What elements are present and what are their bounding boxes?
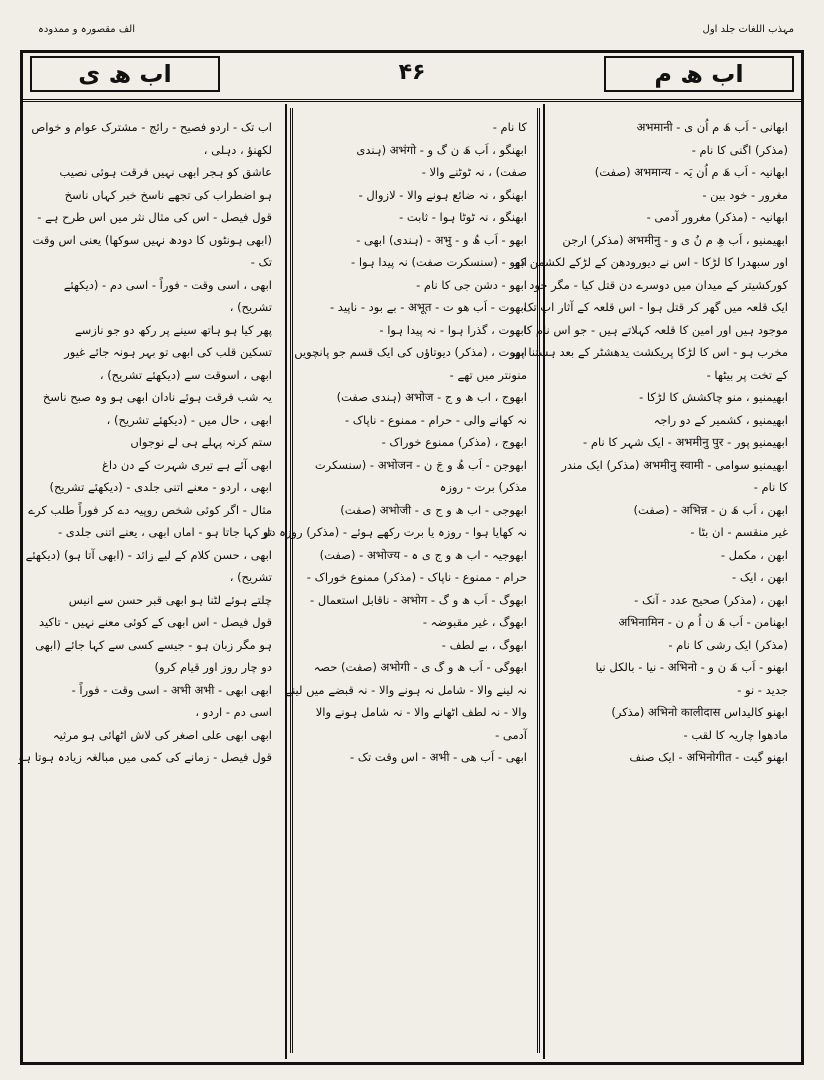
- entry-line: ابھوت - اَب ھو ت - अभूत - بے بود - ناپید -: [330, 300, 527, 314]
- entry-line: ابھی ، اسی وقت - فوراً - اسی دم - (دیکھئے: [63, 277, 272, 292]
- entry-line: قول فیصل - زمانے کی کمی میں مبالغہ زیادہ ہوتا ہو: [18, 750, 272, 764]
- entry-line: ابھیمنیو پور - अभमीनु पुर - ایک شہر کا نام -: [583, 435, 788, 449]
- entry-line: ابھانیہ - (مذکر) مغرور آدمی -: [646, 210, 788, 224]
- entry-line: اور سبھدرا کا لڑکا - اس نے دیورودھن کے لڑکے لکشمن کو: [514, 255, 788, 269]
- entry-line: ابھی ، اسوقت سے (دیکھئے تشریح) ،: [99, 367, 272, 382]
- entry-line: نہ لینے والا - شامل نہ ہونے والا - نہ قبضے میں لینے: [285, 682, 527, 697]
- header-right-box: اب ھ م: [604, 56, 794, 92]
- column-rule-right: [543, 104, 545, 1059]
- entry-line: منونتر میں تھے -: [449, 367, 527, 382]
- entry-line: ابھو - دشن جی کا نام -: [416, 277, 527, 292]
- entry-line: ایک قلعہ میں گھر کر قتل ہوا - اس قلعہ کے آثار اب تک: [523, 300, 788, 314]
- entry-line: جدید - نو -: [737, 682, 788, 697]
- entry-line: ابھنگو ، اَب ھَ ن گ و - अभंगो (ہندی: [356, 142, 527, 157]
- entry-line: ابھی ، حسن کلام کے لیے زائد - (ابھی آتا ہو) (دیکھئے: [25, 547, 272, 562]
- entry-line: ابھوجیہ - اب ھ و ج ی ہ - अभोज्य - (صفت): [319, 547, 527, 562]
- column-right: [510, 108, 798, 1053]
- entry-line: مادھوا چاریہ کا لقب -: [683, 727, 788, 742]
- entry-line: موجود ہیں اور امین کا قلعہ کہلاتے ہیں - جو اس نام کا: [523, 322, 788, 337]
- entry-line: ابھیمنیو سوامی - अभमीनु स्वामी (مذکر) ایک مندر: [561, 457, 788, 472]
- entry-line: ابھیمنیو ، اَب ھِ م نُ ی و - अभमीनु (مذکر) ارجن: [562, 232, 788, 247]
- entry-line: ابھن ، (مذکر) صحیح عدد - آنک -: [634, 592, 788, 607]
- entry-line: ابھوگ - اَب ھ و گ - अभोग - ناقابل استعمال -: [310, 592, 527, 607]
- entry-line: ابھانیہ - اَب ھَ م اُن یَہ - अभमान्य (صفت): [594, 165, 788, 179]
- entry-line: مغرور - خود بین -: [702, 187, 788, 202]
- entry-line: آدمی -: [495, 727, 527, 742]
- column-rule-left: [285, 104, 287, 1059]
- entry-line: مذکر) برت - روزہ: [439, 480, 527, 494]
- running-head-right: مہذب اللغات جلد اول: [702, 24, 794, 35]
- entry-line: تسکین قلب کی ابھی تو بہر ہونہ جائے غیور: [64, 345, 272, 359]
- page-number: ۴۶: [398, 60, 426, 85]
- entry-line: قول فیصل - اس کی مثال نثر میں اس طرح ہے -: [37, 210, 272, 224]
- entry-line: ابھی ابھی علی اصغر کی لاش اٹھائی ہو مرثیہ: [52, 727, 272, 742]
- entry-line: ستم کرنہ پہلے ہی لے نوجواں: [130, 435, 272, 449]
- entry-line: ابھوج ، اب ھ و ج - अभोज (ہندی صفت): [336, 390, 527, 404]
- entry-line: نہ کھانے والی - حرام - ممنوع - ناپاک -: [344, 412, 527, 427]
- entry-line: ابھوجن - اَب ھُ و جَ ن - अभोजन - (سنسکرت: [314, 457, 527, 472]
- entry-line: ابھی ابھی - अभी अभी - اسی وقت - فوراً -: [71, 682, 272, 697]
- entry-line: غیر منقسم - ان بٹا -: [690, 525, 788, 539]
- entry-line: چلتے ہوئے لٹنا ہو ابھی قبر حسن سے انیس: [68, 592, 272, 607]
- entry-line: کا نام -: [492, 120, 527, 134]
- entry-line: اسی دم - اردو ،: [195, 705, 272, 719]
- column-middle: [261, 108, 540, 1053]
- header-left-box: اب ھ ی: [30, 56, 220, 92]
- entry-line: ابھنگو ، نہ ٹوٹا ہوا - ثابت -: [399, 210, 527, 224]
- entry-line: ہو مگر زبان ہو - جیسے کسی سے کہا جائے (ابھی: [35, 637, 272, 652]
- entry-line: مثال - اگر کوئی شخص روپیہ دے کر فوراً طلب کرے: [28, 502, 272, 517]
- entry-line: صفت) ، نہ ٹوٹنے والا -: [421, 165, 527, 179]
- entry-line: (ابھی ہونٹوں کا دودھ نہیں سوکھا) یعنی اس وقت: [32, 232, 272, 247]
- entry-line: نہ کھایا ہوا - روزہ یا برت رکھے ہوئے - (مذکر) روزہ دار: [261, 525, 527, 539]
- entry-line: اب تک - اردو فصیح - رائج - مشترک عوام و خواص: [31, 120, 272, 134]
- entry-line: دو چار روز اور قیام کرو): [154, 660, 272, 674]
- entry-line: لکھنؤ ، دہلی ،: [203, 142, 272, 157]
- entry-line: ابھی آئے ہے تیری شہرت کے دن داغ: [101, 457, 272, 472]
- entry-line: (مذکر) اگنی کا نام -: [691, 142, 788, 157]
- entry-line: ابھوگ ، بے لطف -: [441, 637, 527, 652]
- entry-line: ابھانی - اَب ھَ م اُن ی - अभमानी: [636, 120, 788, 134]
- entry-line: تک -: [250, 255, 272, 269]
- entry-line: ہو اضطراب کی تجھے ناسخ خبر کہاں ناسخ: [64, 187, 272, 202]
- entry-line: ابھن ، مکمل -: [720, 547, 788, 562]
- entry-line: کا نام -: [753, 480, 788, 494]
- entry-line: ابھوت ، (مذکر) دیوتاؤں کی ایک قسم جو پانچویں: [294, 345, 527, 359]
- entry-line: تو کہا جاتا ہو - اماں ابھی ، یعنے اتنی جلدی -: [57, 525, 272, 539]
- entry-line: ابھنو کالیداس अभिनो कालीदास (مذکر): [611, 705, 788, 719]
- entry-line: ابھن ، ایک -: [732, 570, 788, 584]
- entry-line: عاشق کو ہجر ابھی نہیں فرقت ہوئی نصیب: [59, 165, 272, 179]
- entry-line: ابھی ، اردو - معنے اتنی جلدی - (دیکھئے تشریح): [49, 480, 272, 494]
- entry-line: کے تخت پر بیٹھا -: [706, 367, 788, 382]
- entry-line: ابھیمنیو ، منو چاکشش کا لڑکا -: [639, 390, 788, 404]
- entry-line: ابھوجی - اب ھ و ج ی - अभोजी (صفت): [340, 502, 527, 517]
- entry-line: ابھی - اَب ھی - अभी - اس وقت تک -: [349, 750, 527, 764]
- column-left: [18, 108, 282, 1053]
- entry-line: ابھوج ، (مذکر) ممنوع خوراک -: [381, 435, 527, 449]
- entry-line: ابھو - اَب ھُ و - अभु - (ہندی) ابھی -: [356, 232, 527, 247]
- entry-line: ابھنامن - اَب ھَ ن اُ م ن - अभिनामिन: [618, 615, 788, 629]
- entry-line: (مذکر) ایک رشی کا نام -: [668, 637, 788, 652]
- entry-line: ابھوت ، گذرا ہوا - نہ پیدا ہوا -: [379, 322, 527, 337]
- entry-line: ابھنو گیت - अभिनोगीत - ایک صنف: [629, 750, 788, 764]
- entry-line: ابھنو - اَب ھَ ن و - अभिनो - نیا - بالکل نیا: [595, 660, 788, 674]
- entry-line: کورکشیتر کے میدان میں دوسرے دن قتل کیا - مگر خود: [529, 277, 788, 292]
- entry-line: ابھوگی - اَب ھ و گ ی - अभोगी (صفت) حصہ: [313, 660, 527, 674]
- entry-line: ابھنگو ، نہ ضائع ہونے والا - لازوال -: [358, 187, 527, 202]
- entry-line: حرام - ممنوع - ناپاک - (مذکر) ممنوع خوراک -: [306, 570, 527, 584]
- entry-line: والا - نہ لطف اٹھانے والا - نہ شامل ہونے والا: [315, 705, 527, 719]
- entry-line: مخرب ہو - اس کا لڑکا پریکشت یدھشٹر کے بعد ہستنا پور: [510, 345, 788, 359]
- entry-line: ابھوگ ، غیر مقبوضہ -: [422, 615, 527, 629]
- entry-line: ابھیمنیو ، کشمیر کے دو راجہ: [653, 412, 788, 427]
- entry-line: پھر کیا ہو ہاتھ سینے پر رکھ دو جو نازسے: [74, 322, 272, 337]
- entry-line: تشریح) ،: [229, 570, 272, 584]
- running-head-left: الف مقصورہ و ممدودہ: [38, 24, 136, 35]
- entry-line: تشریح) ،: [229, 300, 272, 314]
- entry-line: قول فیصل - اس ابھی کے کوئی معنے نہیں - تاکید: [39, 615, 272, 629]
- entry-line: ابھی ، حال میں - (دیکھئے تشریح) ،: [106, 412, 272, 427]
- entry-line: ابھو - (سنسکرت صفت) نہ پیدا ہوا -: [351, 255, 527, 269]
- entry-line: یہ شب فرقت ہوئے نادان ابھی ہو وہ صبح ناسخ: [42, 390, 272, 404]
- entry-line: ابھن ، اَب ھَ ن - अभिन्न - (صفت): [633, 502, 788, 517]
